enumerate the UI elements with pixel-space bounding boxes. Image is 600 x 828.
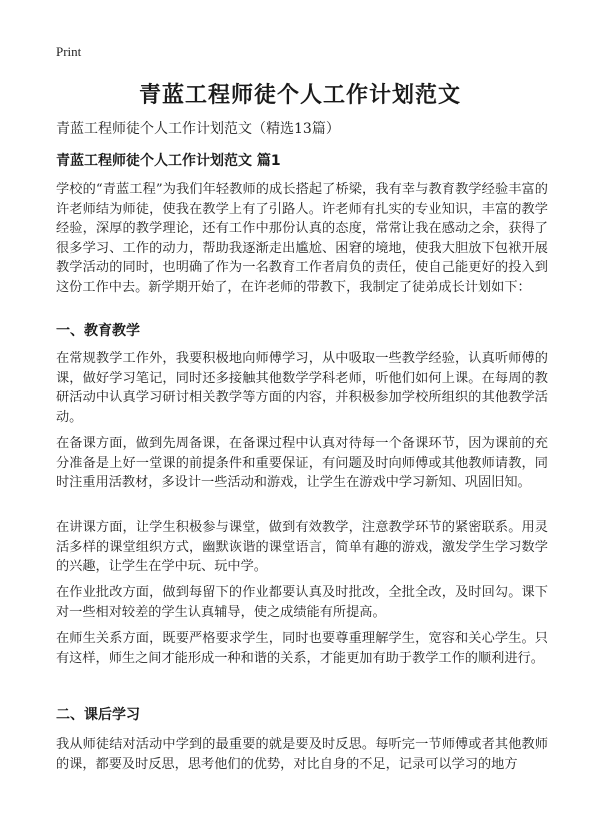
print-label: Print <box>56 44 82 59</box>
article-heading: 青蓝工程师徒个人工作计划范文 篇1 <box>56 153 281 169</box>
section1-paragraph-2: 在备课方面，做到先周备课，在备课过程中认真对待每一个备课环节，因为课前的充分准备是上好一堂课的前提条件和重要保证，有问题及时向师傅或其他教师请教，同时注重用活教材，多设计一些活动和游戏，让学生在游戏中学习新知、巩固旧知。 <box>56 436 548 490</box>
section2-title: 二、课后学习 <box>56 707 140 723</box>
section1-paragraph-5: 在师生关系方面，既要严格要求学生，同时也要尊重理解学生，宽容和关心学生。只有这样，师生之间才能形成一种和谐的关系，才能更加有助于教学工作的顺利进行。 <box>56 631 548 666</box>
document-title: 青蓝工程师徒个人工作计划范文 <box>138 83 461 108</box>
section1-title: 一、教育教学 <box>56 323 140 339</box>
section1-paragraph-3: 在讲课方面，让学生积极参与课堂，做到有效教学，注意教学环节的紧密联系。用灵活多样的课堂组织方式，幽默诙谐的课堂语言，简单有趣的游戏，激发学生学习数学的兴趣，让学生在学中玩、玩中学。 <box>56 520 548 574</box>
intro-paragraph: 学校的“青蓝工程”为我们年轻教师的成长搭起了桥梁，我有幸与教育教学经验丰富的许老师结为师徒，使我在教学上有了引路人。许老师有扎实的专业知识，丰富的教学经验，深厚的教学理论，还有工作中那份认真的态度，常常让我在感动之余，获得了很多学习、工作的动力，帮助我逐渐走出尴尬、困窘的境地，使我大胆放下包袱开展教学活动的同时，也明确了作为一名教育工作者肩负的责任，使自己能更好的投入到这份工作中去。新学期开始了，在许老师的带教下，我制定了徒弟成长计划如下： <box>56 182 548 295</box>
section1-paragraph-1: 在常规教学工作外，我要积极地向师傅学习，从中吸取一些教学经验，认真听师傅的课，做好学习笔记，同时还多接触其他数学学科老师，听他们如何上课。在每周的教研活动中认真学习研讨相关教学等方面的内容，并积极参加学校所组织的其他教学活动。 <box>56 351 548 425</box>
section1-paragraph-4: 在作业批改方面，做到每留下的作业都要认真及时批改，全批全改，及时回勾。课下对一些相对较差的学生认真辅导，使之成绩能有所提高。 <box>56 585 548 620</box>
document-subtitle: 青蓝工程师徒个人工作计划范文（精选13篇） <box>56 121 340 137</box>
section2-paragraph: 我从师徒结对活动中学到的最重要的就是要及时反思。每听完一节师傅或者其他教师的课，都要及时反思，思考他们的优势，对比自身的不足，记录可以学习的地方 <box>56 737 548 772</box>
